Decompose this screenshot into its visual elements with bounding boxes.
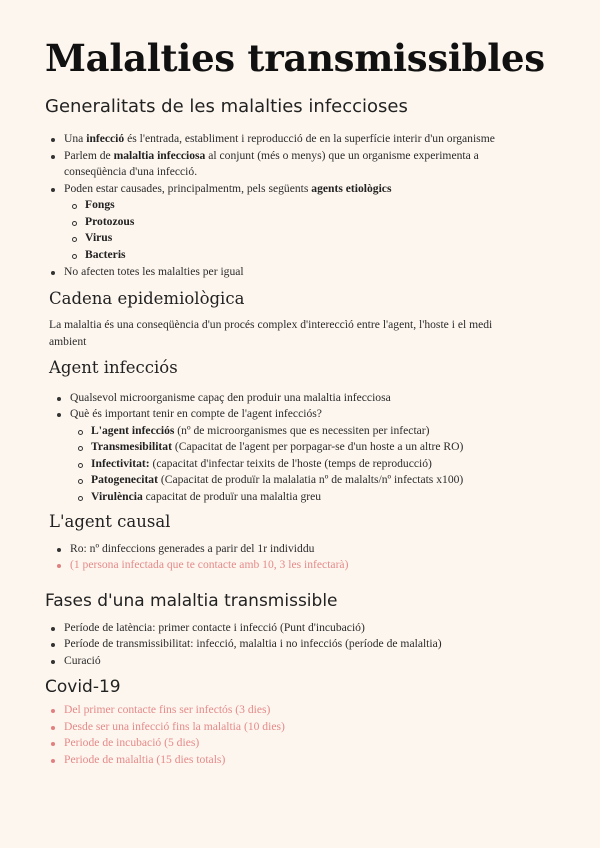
sub-bullet-circle — [72, 254, 77, 259]
bullet-dot — [51, 660, 55, 664]
sub-bullet-circle — [78, 430, 83, 435]
sub-list-item: Infectivitat: (capacitat d'infectar teixits de l'hoste (temps de reproducció) — [91, 457, 432, 470]
list-item: Curació — [64, 654, 101, 667]
list-item: Una infecció és l'entrada, establiment i reproducció de en la superfície interir d'un organisme — [64, 132, 495, 145]
list-item: Període de latència: primer contacte i infecció (Punt d'incubació) — [64, 621, 365, 634]
list-item-continuation: conseqüència d'una infecció. — [64, 165, 198, 178]
sub-list-item: Transmesibilitat (Capacitat de l'agent per porpagar-se d'un hoste a un altre RO) — [91, 440, 464, 453]
list-item: Qualsevol microorganisme capaç den produir una malaltia infecciosa — [70, 391, 391, 404]
list-item-highlight: Periode de incubació (5 dies) — [64, 736, 200, 749]
bullet-dot — [57, 548, 61, 552]
sub-list-item: Bacteris — [85, 248, 126, 261]
bullet-dot — [51, 759, 55, 763]
list-item-highlight: Desde ser una infecció fins la malaltia (10 dies) — [64, 720, 285, 733]
bullet-dot — [51, 155, 55, 159]
heading-cadena: Cadena epidemiològica — [49, 289, 245, 308]
paragraph: ambient — [49, 335, 87, 348]
sub-list-item: Virus — [85, 231, 113, 244]
sub-list-item: Fongs — [85, 198, 115, 211]
bullet-dot — [57, 413, 61, 417]
list-item: Ro: nº dinfeccions generades a parir del 1r individdu — [70, 542, 315, 555]
list-item-highlight: (1 persona infectada que te contacte amb 10, 3 les infectarà) — [70, 558, 349, 571]
sub-list-item: Virulència capacitat de produïr una malaltia greu — [91, 490, 322, 503]
bullet-dot — [51, 709, 55, 713]
heading-generalitats: Generalitats de les malalties infeccioses — [45, 96, 408, 117]
heading-fases: Fases d'una malaltia transmissible — [45, 591, 338, 611]
sub-list-item: L'agent infecciós (nº de microorganismes que es necessiten per infectar) — [91, 424, 430, 437]
sub-bullet-circle — [78, 479, 83, 484]
page-title: Malalties transmissibles — [45, 36, 545, 80]
heading-covid: Covid-19 — [45, 677, 121, 697]
sub-bullet-circle — [72, 204, 77, 209]
bullet-dot — [51, 138, 55, 142]
sub-bullet-circle — [72, 237, 77, 242]
bullet-dot — [51, 726, 55, 730]
bullet-dot — [57, 564, 61, 568]
bullet-dot — [51, 188, 55, 192]
list-item-highlight: Del primer contacte fins ser infectós (3 dies) — [64, 703, 271, 716]
heading-agent: Agent infecciós — [49, 358, 178, 377]
bullet-dot — [51, 271, 55, 275]
list-item-highlight: Periode de malaltia (15 dies totals) — [64, 753, 226, 766]
sub-bullet-circle — [78, 496, 83, 501]
bullet-dot — [57, 397, 61, 401]
paragraph: La malaltia és una conseqüència d'un procés complex d'intereccìó entre l'agent, l'hoste i el medi — [49, 318, 493, 331]
list-item: Període de transmissibilitat: infecció, malaltia i no infecciós (període de malaltia) — [64, 637, 442, 650]
sub-list-item: Protozous — [85, 215, 135, 228]
list-item: Què és important tenir en compte de l'agent infecciós? — [70, 407, 322, 420]
sub-bullet-circle — [72, 221, 77, 226]
sub-bullet-circle — [78, 463, 83, 468]
bullet-dot — [51, 643, 55, 647]
list-item: Parlem de malaltia infecciosa al conjunt (més o menys) que un organisme experimenta a — [64, 149, 479, 162]
list-item: No afecten totes les malalties per igual — [64, 265, 244, 278]
sub-list-item: Patogenecitat (Capacitat de produïr la malalatia nº de malalts/nº infectats x100) — [91, 473, 464, 486]
bullet-dot — [51, 627, 55, 631]
sub-bullet-circle — [78, 446, 83, 451]
bullet-dot — [51, 742, 55, 746]
heading-agent-causal: L'agent causal — [49, 512, 171, 531]
list-item: Poden estar causades, principalmentm, pels següents agents etiològics — [64, 182, 392, 195]
